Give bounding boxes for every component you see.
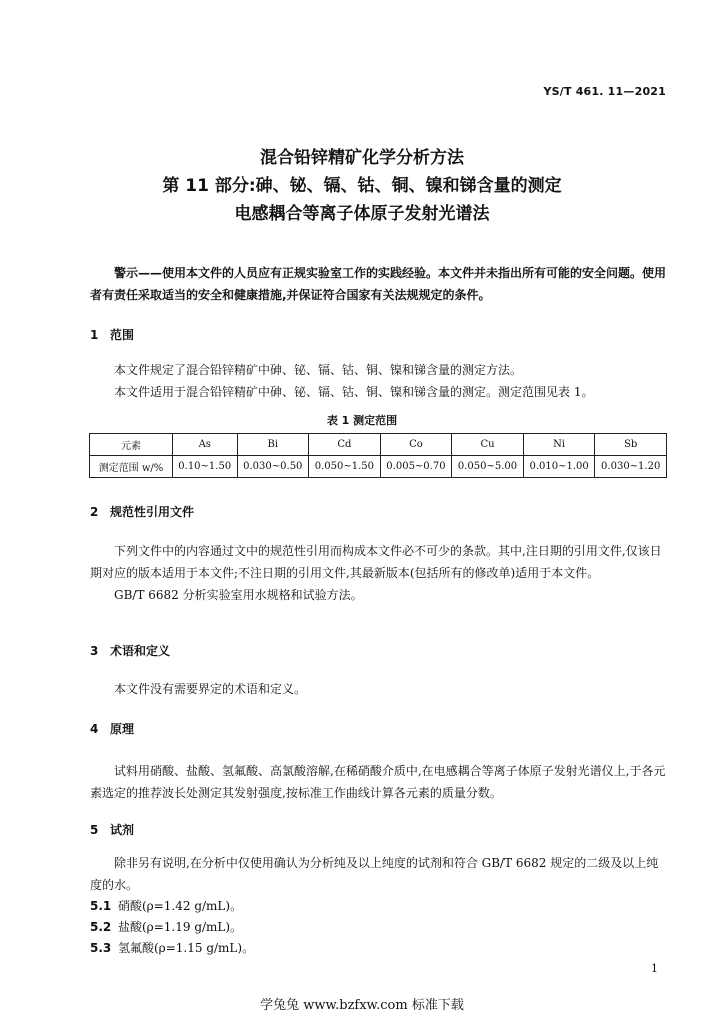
section-1-para-1: 本文件规定了混合铅锌精矿中砷、铋、镉、钴、铜、镍和锑含量的测定方法。 xyxy=(114,363,523,377)
section-5-para-1: 除非另有说明,在分析中仅使用确认为分析纯及以上纯度的试剂和符合 GB/T 6682 规定的二级及以上纯度的水。 xyxy=(90,856,659,892)
table-header-cell: Co xyxy=(380,434,452,456)
section-4-number: 4 xyxy=(90,722,99,736)
title-line-1: 混合铅锌精矿化学分析方法 xyxy=(260,148,464,168)
section-2-title: 规范性引用文件 xyxy=(110,505,195,519)
section-1-body xyxy=(90,359,668,403)
table-cell: 0.050~1.50 xyxy=(309,456,381,478)
table-1-caption: 表 1 测定范围 xyxy=(326,414,398,427)
table-header-cell: 元素 xyxy=(90,434,173,456)
section-4-para-1: 试料用硝酸、盐酸、氢氟酸、高氯酸溶解,在稀硝酸介质中,在电感耦合等离子体原子发射光谱仪上,于各元素选定的推荐波长处测定其发射强度,按标准工作曲线计算各元素的质量分数。 xyxy=(90,764,666,800)
list-item-number: 5.3 xyxy=(90,941,112,955)
section-4-body xyxy=(90,760,668,804)
section-3-para-1: 本文件没有需要界定的术语和定义。 xyxy=(114,682,307,696)
page-number: 1 xyxy=(651,962,658,975)
section-1-heading xyxy=(90,326,134,343)
list-item-text: 盐酸(ρ=1.19 g/mL)。 xyxy=(118,920,243,934)
table-cell: 0.050~5.00 xyxy=(452,456,524,478)
table-header-cell: Bi xyxy=(237,434,309,456)
section-2-body xyxy=(90,540,668,606)
table-header-row xyxy=(90,434,667,456)
table-row xyxy=(90,456,667,478)
table-cell: 0.030~0.50 xyxy=(237,456,309,478)
table-cell: 0.010~1.00 xyxy=(523,456,595,478)
section-2-para-1: 下列文件中的内容通过文中的规范性引用而构成本文件必不可少的条款。其中,注日期的引用文件,仅该日期对应的版本适用于本文件;不注日期的引用文件,其最新版本(包括所有的修改单)适用于本文件。 xyxy=(90,544,662,580)
measurement-range-table xyxy=(89,433,667,478)
section-3-heading xyxy=(90,642,170,659)
section-3-number: 3 xyxy=(90,644,99,658)
table-header-cell: Ni xyxy=(523,434,595,456)
table-cell: 0.030~1.20 xyxy=(595,456,667,478)
section-5-title: 试剂 xyxy=(110,823,135,837)
section-2-number: 2 xyxy=(90,505,99,519)
section-2-para-2: GB/T 6682 分析实验室用水规格和试验方法。 xyxy=(114,588,363,602)
section-3-title: 术语和定义 xyxy=(110,644,171,658)
table-header-cell: Sb xyxy=(595,434,667,456)
title-line-3: 电感耦合等离子体原子发射光谱法 xyxy=(234,204,490,224)
document-title xyxy=(0,144,724,228)
section-4-heading xyxy=(90,720,134,737)
section-5-heading xyxy=(90,821,134,838)
site-footer: 学兔兔 www.bzfxw.com 标准下载 xyxy=(260,998,464,1013)
warning-notice xyxy=(90,262,670,306)
section-2-heading xyxy=(90,503,194,520)
section-5-body xyxy=(90,852,668,896)
standard-code: YS/T 461. 11—2021 xyxy=(543,85,666,98)
list-item xyxy=(90,895,242,917)
list-item xyxy=(90,916,242,938)
section-1-number: 1 xyxy=(90,328,99,342)
table-cell: 0.005~0.70 xyxy=(380,456,452,478)
section-1-title: 范围 xyxy=(110,328,135,342)
table-cell: 0.10~1.50 xyxy=(173,456,238,478)
section-1-para-2: 本文件适用于混合铅锌精矿中砷、铋、镉、钴、铜、镍和锑含量的测定。测定范围见表 1。 xyxy=(114,385,594,399)
table-header-cell: As xyxy=(173,434,238,456)
list-item-text: 氢氟酸(ρ=1.15 g/mL)。 xyxy=(118,941,255,955)
section-5-number: 5 xyxy=(90,823,99,837)
list-item xyxy=(90,937,254,959)
table-cell: 测定范围 w/% xyxy=(90,456,173,478)
list-item-number: 5.2 xyxy=(90,920,112,934)
list-item-number: 5.1 xyxy=(90,899,112,913)
section-3-body xyxy=(90,678,668,700)
table-header-cell: Cu xyxy=(452,434,524,456)
title-line-2: 第 11 部分:砷、铋、镉、钴、铜、镍和锑含量的测定 xyxy=(162,176,562,196)
list-item-text: 硝酸(ρ=1.42 g/mL)。 xyxy=(118,899,243,913)
table-header-cell: Cd xyxy=(309,434,381,456)
section-4-title: 原理 xyxy=(110,722,135,736)
warning-text: 警示——使用本文件的人员应有正规实验室工作的实践经验。本文件并未指出所有可能的安全问题。使用者有责任采取适当的安全和健康措施,并保证符合国家有关法规规定的条件。 xyxy=(90,266,667,302)
